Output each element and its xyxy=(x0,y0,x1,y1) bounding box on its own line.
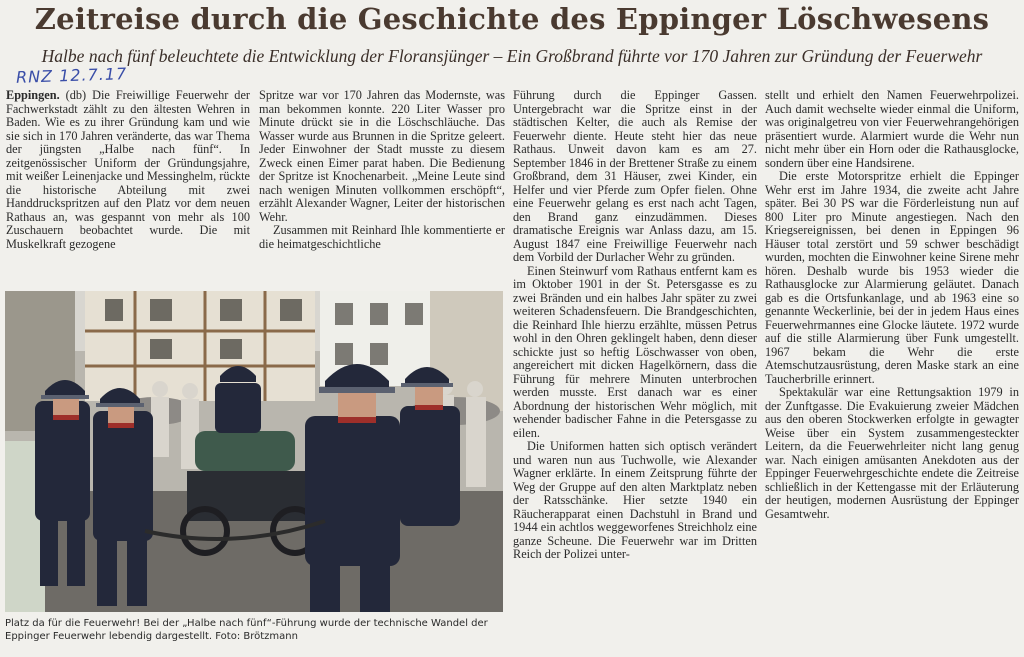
photo-caption: Platz da für die Feuerwehr! Bei der „Halbe nach fünf“-Führung wurde der technische Wandel der Eppinger Feuerwehr lebendig dargestellt. Foto: Brötzmann xyxy=(5,618,488,642)
paragraph: stellt und erhielt den Namen Feuerwehrpolizei. Auch damit wechselte wieder einmal die Uniform, was originalgetreu von vier Feuerwehrangehörigen präsentiert wurde. Alarmiert wurde die Wehr nun nicht mehr über ein Horn oder die Rathausglocke, sondern über eine Handsirene. xyxy=(765,89,1019,170)
dateline: Eppingen. xyxy=(6,89,60,102)
paragraph: Spektakulär war eine Rettungsaktion 1979 in der Zunftgasse. Die Evakuierung zweier Mädchen aus den oberen Stockwerken erfolgte in gewagter Weise über ein System zusammengesteckter Leitern, da die Feuerwehrleiter nicht lang genug war. Nach einigen amüsanten Anekdoten aus der Eppinger Feuerwehrgeschichte endete die Zeitreise schließlich in der Kettengasse mit der Erläuterung der heutigen, modernen Ausrüstung der Eppinger Gesamtwehr. xyxy=(765,385,1019,521)
subheadline: Halbe nach fünf beleuchtete die Entwicklung der Floransjünger – Ein Großbrand führte vor 170 Jahren zur Gründung der Feuerwehr xyxy=(41,46,983,66)
paragraph: Einen Steinwurf vom Rathaus entfernt kam es im Oktober 1901 in der St. Petersgasse es zu zwei Bränden und ein halbes Jahr später zu zwei weiteren Schadensfeuern. Die Brandgeschichten, die Reinhard Ihle hierzu erzählte, müssen Petrus wohl in den Ohren geklingelt haben, denn dieser schickte just so heftig Löschwasser von oben, angereichert mit dicken Hagelkörnern, dass die Führung für mehrere Minuten unterbrochen werden musste. Erst danach war es einer Abordnung der historischen Wehr möglich, mit wehender badischer Fahne in die Petersgasse zu eilen. xyxy=(513,263,757,440)
column-1-text: (db) Die Freiwillige Feuerwehr der Fachwerkstadt zählt zu den ältesten Wehren in Baden. Wie es zu ihrer Gründung kam und wie sie sich in 170 Jahren veränderte, das war Thema der jüngsten „Halbe nach fünf“. In zeitgenössischer Uniform der Gründungsjahre, mit weißer Leinenjacke und Messinghelm, rückte die historische Abteilung mit zwei Handdruckspritzen auf den Platz vor dem neuen Rathaus an, was gespannt von mehr als 100 Zuschauern beobachtet wurde. Die mit Muskelkraft gezogene xyxy=(6,89,250,251)
article-column-3 xyxy=(513,89,757,655)
article-column-4 xyxy=(765,89,1019,655)
news-photo-firefighters xyxy=(5,291,503,612)
handwritten-date-note: RNZ 12.7.17 xyxy=(15,64,128,87)
paragraph: Die Uniformen hatten sich optisch verändert und waren nun aus Tuchwolle, wie Alexander Wagner erklärte. In einem Zeitsprung führte der Weg der Gruppe auf den alten Marktplatz neben der Ratsschänke. Hier setzte 1940 ein Räucherapparat einen Dachstuhl in Brand und 1944 ein achtlos weggeworfenes Streichholz eine ganze Scheune. Die Feuerwehr war im Dritten Reich der Polizei unter- xyxy=(513,439,757,561)
photo-illustration xyxy=(5,291,503,612)
paragraph: Zusammen mit Reinhard Ihle kommentierte er die heimatgeschichtliche xyxy=(259,223,505,251)
headline: Zeitreise durch die Geschichte des Eppinger Löschwesens xyxy=(34,2,990,36)
article-column-2 xyxy=(259,89,505,279)
paragraph: Spritze war vor 170 Jahren das Modernste, was man bekommen konnte. 220 Liter Wasser pro Minute drückt sie in die Löschschläuche. Das Wasser wurde aus Brunnen in die Spritze geleert. Jeder Einwohner der Stadt musste zu diesem Zweck einen Eimer parat haben. Die Bedienung der Spritze ist Knochenarbeit. „Meine Leute sind nach wenigen Minuten vollkommen erschöpft“, erzählt Alexander Wagner, Leiter der historischen Wehr. xyxy=(259,89,505,224)
article-column-1 xyxy=(6,89,250,279)
paragraph: Führung durch die Eppinger Gassen. Untergebracht war die Spritze einst in der städtischen Kelter, die auch als Remise der Feuerwehr diente. Heute steht hier das neue Rathaus. Unweit davon kam es am 27. September 1846 in der Brettener Straße zu einem Großbrand, dem 31 Häuser, zwei Kinder, ein Helfer und vier Pferde zum Opfer fielen. Ohne eine Feuerwehr gelang es erst nach acht Tagen, den Brand ganz einzudämmen. Dieses dramatische Ereignis war Anlass dazu, am 15. August 1847 eine Freiwillige Feuerwehr nach dem Vorbild der Durlacher Wehr zu gründen. xyxy=(513,89,757,264)
paragraph: Die erste Motorspritze erhielt die Eppinger Wehr erst im Jahre 1934, die zweite acht Jahre später. Bei 30 PS war die Förderleistung nun auf 800 Liter pro Minute angestiegen. Nach den Kriegsereignissen, bei denen in Eppingen 96 Häuser total zerstört und 59 schwer beschädigt wurden, mochten die Einwohner keine Sirene mehr hören. Deshalb wurde bis 1953 wieder die Rathausglocke zur Alarmierung geläutet. Danach gab es die Ortsfunkanlage, und ab 1963 eine so genannte Weckerlinie, bei der in jedem Haus eines Feuerwehrmannes eine Glocke läutete. 1972 wurde auf die stille Alarmierung über Funk umgestellt. 1967 bekam die Wehr die erste Atemschutzausrüstung, deren Maske stark an eine Taucherbrille erinnert. xyxy=(765,169,1019,386)
